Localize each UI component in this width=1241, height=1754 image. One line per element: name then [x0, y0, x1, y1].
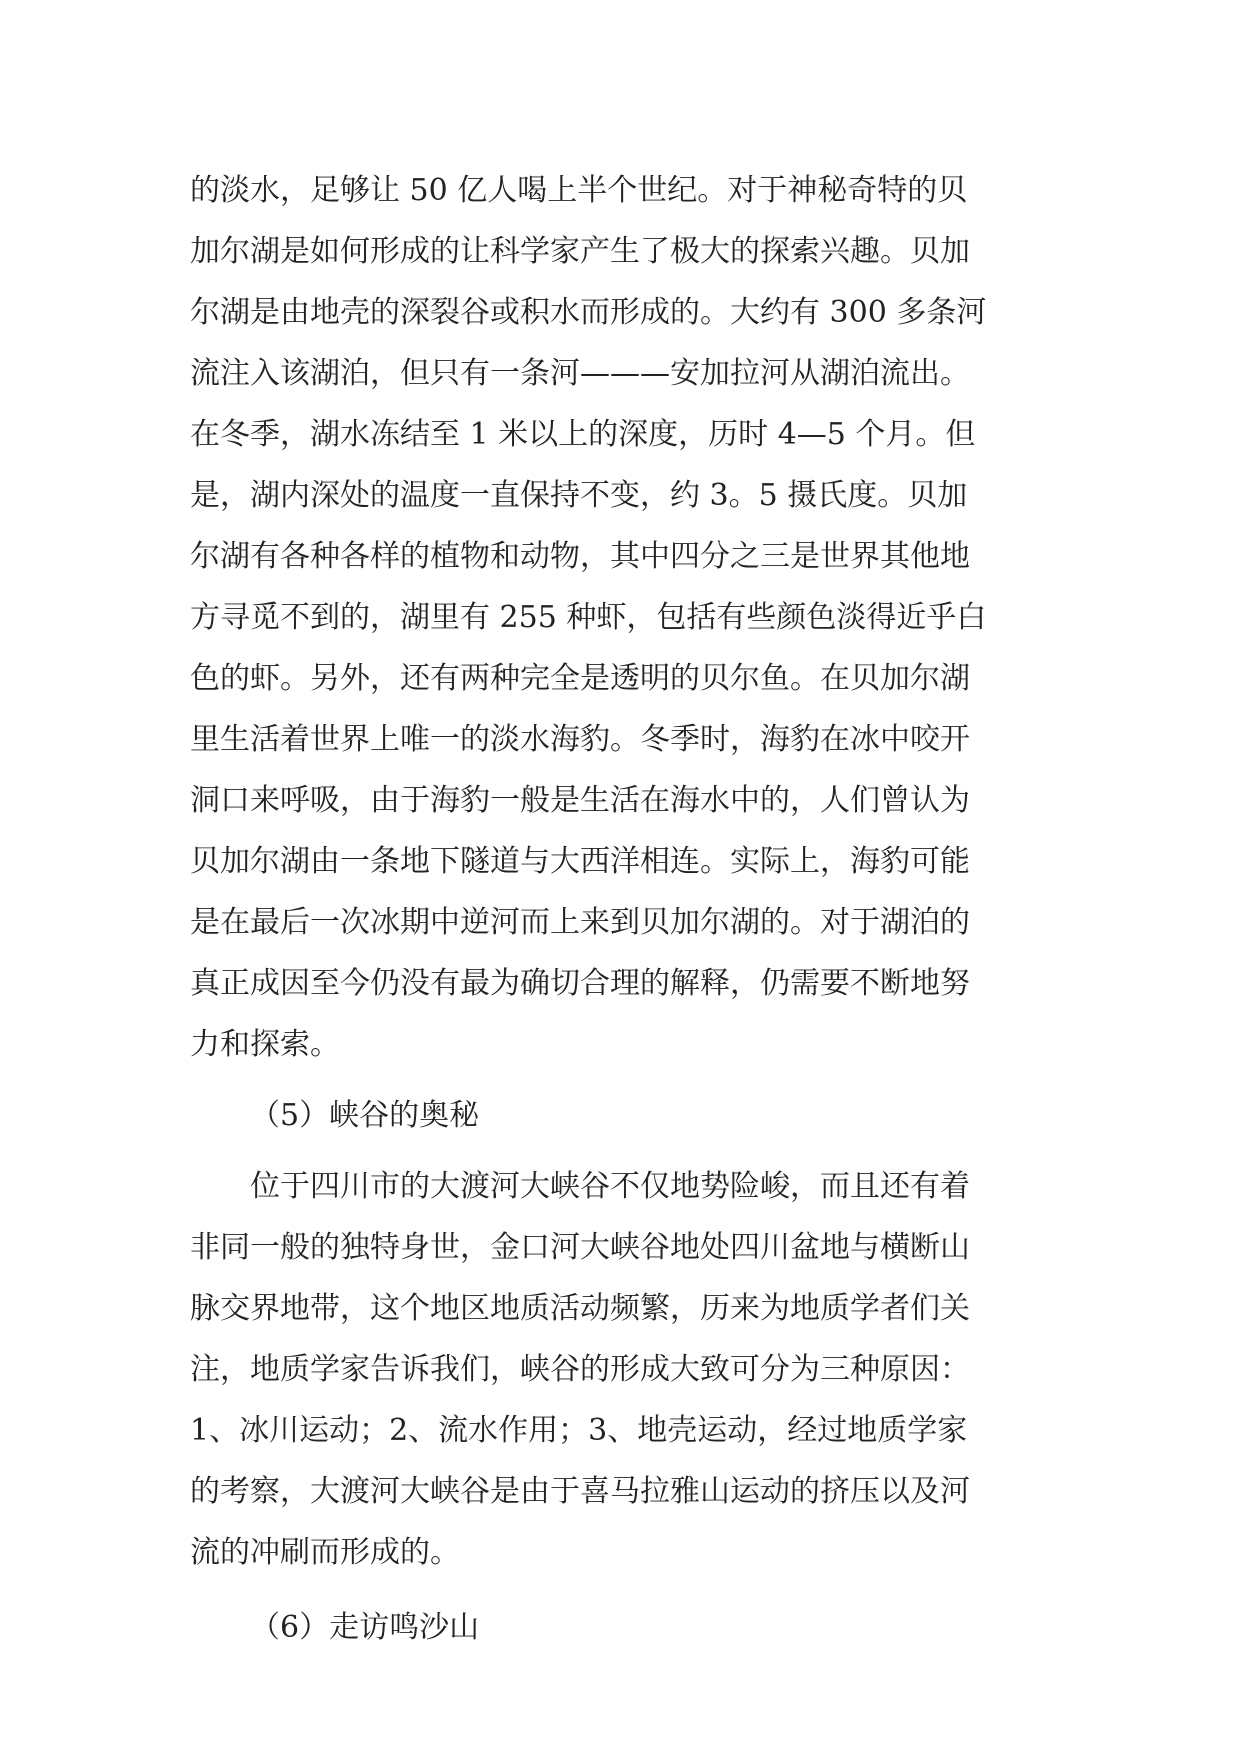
text-line: 洞口来呼吸，由于海豹一般是生活在海水中的，人们曾认为 — [190, 783, 970, 818]
paragraph-canyon — [190, 1156, 1060, 1583]
text-line: 流注入该湖泊，但只有一条河———安加拉河从湖泊流出。 — [190, 356, 970, 391]
text-line: 脉交界地带，这个地区地质活动频繁，历来为地质学者们关 — [190, 1291, 970, 1326]
text-line: 真正成因至今仍没有最为确切合理的解释，仍需要不断地努 — [190, 966, 970, 1001]
text-line: 的淡水，足够让 50 亿人喝上半个世纪。对于神秘奇特的贝 — [190, 173, 968, 208]
text-line: 非同一般的独特身世，金口河大峡谷地处四川盆地与横断山 — [190, 1230, 970, 1265]
text-line: 加尔湖是如何形成的让科学家产生了极大的探索兴趣。贝加 — [190, 234, 970, 269]
text-line: 色的虾。另外，还有两种完全是透明的贝尔鱼。在贝加尔湖 — [190, 661, 970, 696]
text-line: 尔湖是由地壳的深裂谷或积水而形成的。大约有 300 多条河 — [190, 295, 987, 330]
text-line: 方寻觅不到的，湖里有 255 种虾，包括有些颜色淡得近乎白 — [190, 600, 987, 635]
text-line: 1、冰川运动；2、流水作用；3、地壳运动，经过地质学家 — [190, 1413, 968, 1448]
text-line: 力和探索。 — [190, 1027, 340, 1062]
text-line: 流的冲刷而形成的。 — [190, 1535, 460, 1570]
text-line: 的考察，大渡河大峡谷是由于喜马拉雅山运动的挤压以及河 — [190, 1474, 970, 1509]
text-line: 贝加尔湖由一条地下隧道与大西洋相连。实际上，海豹可能 — [190, 844, 970, 879]
text-line: 尔湖有各种各样的植物和动物，其中四分之三是世界其他地 — [190, 539, 970, 574]
section-heading-canyon: （5）峡谷的奥秘 — [250, 1098, 480, 1133]
document-body — [190, 160, 1060, 1658]
text-line: 注，地质学家告诉我们，峡谷的形成大致可分为三种原因： — [190, 1352, 970, 1387]
text-line: 是在最后一次冰期中逆河而上来到贝加尔湖的。对于湖泊的 — [190, 905, 970, 940]
text-line: 是，湖内深处的温度一直保持不变，约 3。5 摄氏度。贝加 — [190, 478, 968, 513]
text-line: 在冬季，湖水冻结至 1 米以上的深度，历时 4—5 个月。但 — [190, 417, 976, 452]
text-line: 位于四川市的大渡河大峡谷不仅地势险峻，而且还有着 — [250, 1169, 970, 1204]
paragraph-baikal — [190, 160, 1060, 1075]
section-heading-singing-sand: （6）走访鸣沙山 — [250, 1610, 480, 1645]
text-line: 里生活着世界上唯一的淡水海豹。冬季时，海豹在冰中咬开 — [190, 722, 970, 757]
